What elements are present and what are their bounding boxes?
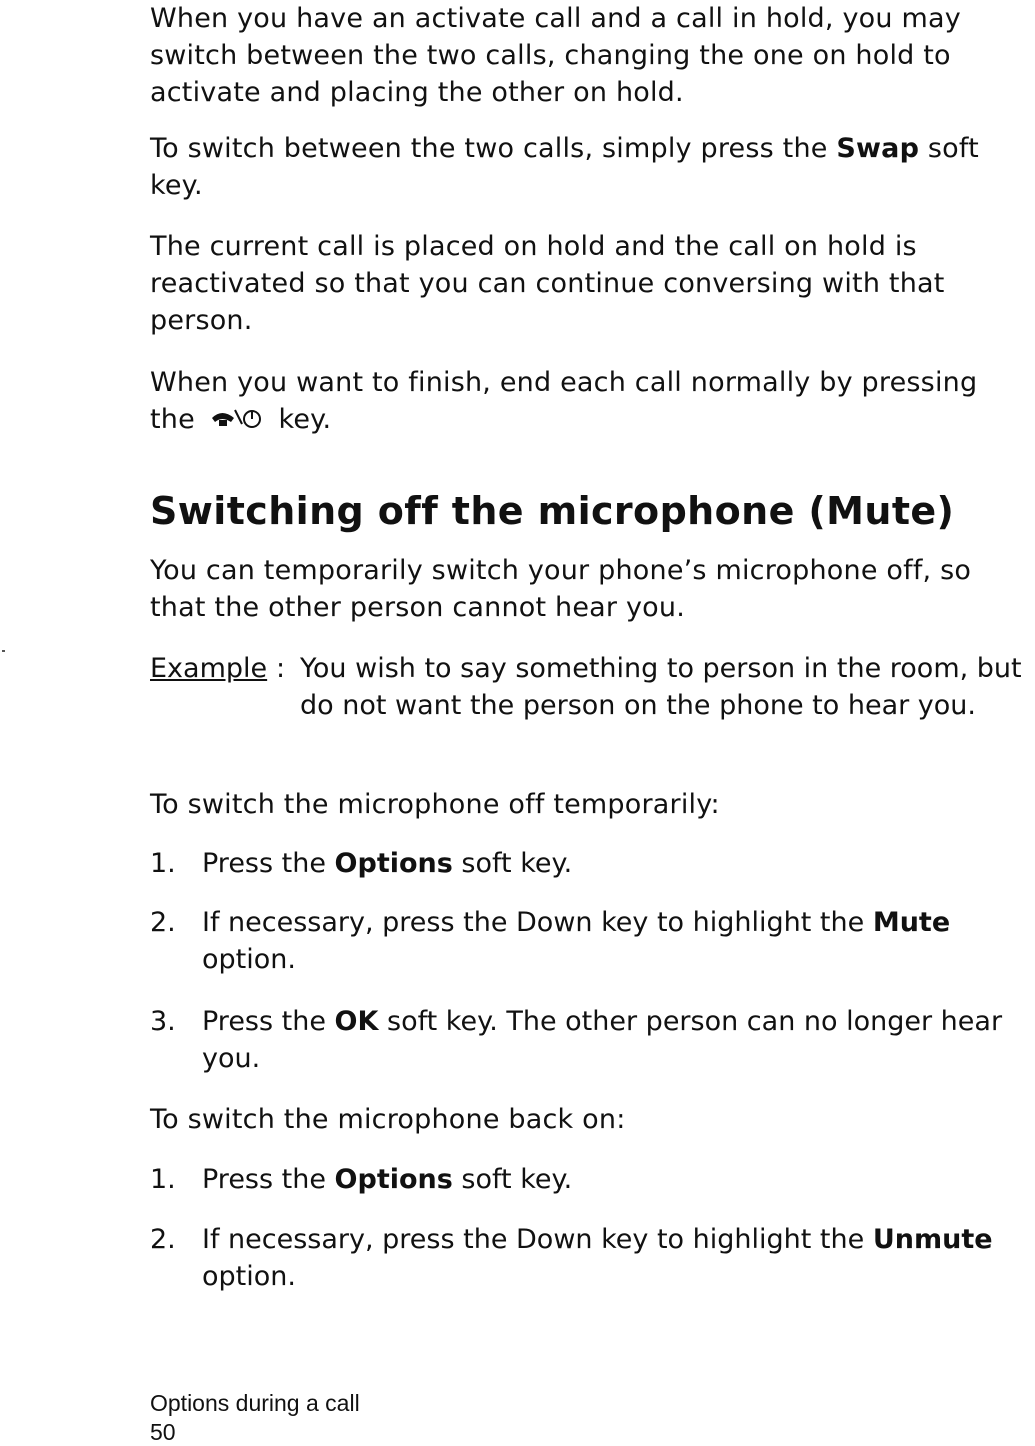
example-label: Example <box>150 653 268 684</box>
mute-lead-text: To switch the microphone off temporarily: <box>150 789 720 820</box>
end-calls-suffix: key. <box>269 404 332 435</box>
footer-section-title: Options during a call <box>150 1390 360 1416</box>
list-item-text: Press the <box>202 1164 335 1195</box>
list-item <box>202 845 1032 882</box>
unmute-option-label: Unmute <box>872 1224 993 1255</box>
list-item-suffix: soft key. The other person can no longer hear you. <box>202 1006 1003 1074</box>
list-item <box>202 904 1032 978</box>
list-item-text: Press the <box>202 848 335 879</box>
list-item <box>202 1003 1032 1077</box>
footer-page-number: 50 <box>150 1419 176 1445</box>
swap-soft-key-label: Swap <box>836 133 920 164</box>
list-item-text: If necessary, press the Down key to highlight the <box>202 1224 873 1255</box>
options-soft-key-label: Options <box>334 1164 453 1195</box>
list-item-text: If necessary, press the Down key to highlight the <box>202 907 873 938</box>
intro-paragraph-hold-swap: When you have an activate call and a call in hold, you may switch between the two calls, changing the one on hold to activate and placing the other on hold. <box>150 3 961 108</box>
section-heading: Switching off the microphone (Mute) <box>150 489 955 533</box>
margin-mark <box>2 650 5 652</box>
unmute-lead-text: To switch the microphone back on: <box>150 1104 626 1135</box>
list-item-suffix: soft key. <box>452 1164 573 1195</box>
end-calls-text: When you want to finish, end each call normally by pressing the <box>150 367 978 435</box>
list-item-number: 1. <box>150 1164 176 1195</box>
ok-soft-key-label: OK <box>334 1006 379 1037</box>
list-item-number: 2. <box>150 907 176 938</box>
list-item-suffix: option. <box>202 1261 296 1292</box>
swap-instruction-text: To switch between the two calls, simply press the <box>150 133 837 164</box>
list-item <box>202 1161 1032 1198</box>
mute-option-label: Mute <box>872 907 951 938</box>
example-colon: : <box>276 653 286 684</box>
list-item-number: 3. <box>150 1006 176 1037</box>
intro-paragraph-reactivate: The current call is placed on hold and the call on hold is reactivated so that you can continue conversing with that person. <box>150 231 945 336</box>
list-item-suffix: soft key. <box>452 848 573 879</box>
list-item-suffix: option. <box>202 944 296 975</box>
example-text: You wish to say something to person in the room, but do not want the person on the phone to hear you. <box>300 653 1022 721</box>
swap-instruction-suffix: soft key. <box>150 133 979 201</box>
options-soft-key-label: Options <box>334 848 453 879</box>
list-item-number: 2. <box>150 1224 176 1255</box>
list-item-number: 1. <box>150 848 176 879</box>
mute-intro-paragraph: You can temporarily switch your phone’s microphone off, so that the other person cannot hear you. <box>150 555 972 623</box>
end-call-power-icon <box>208 404 266 432</box>
intro-paragraph-end-calls <box>150 364 1030 438</box>
intro-paragraph-swap-instruction <box>150 130 1030 204</box>
list-item <box>202 1221 1032 1295</box>
list-item-text: Press the <box>202 1006 335 1037</box>
